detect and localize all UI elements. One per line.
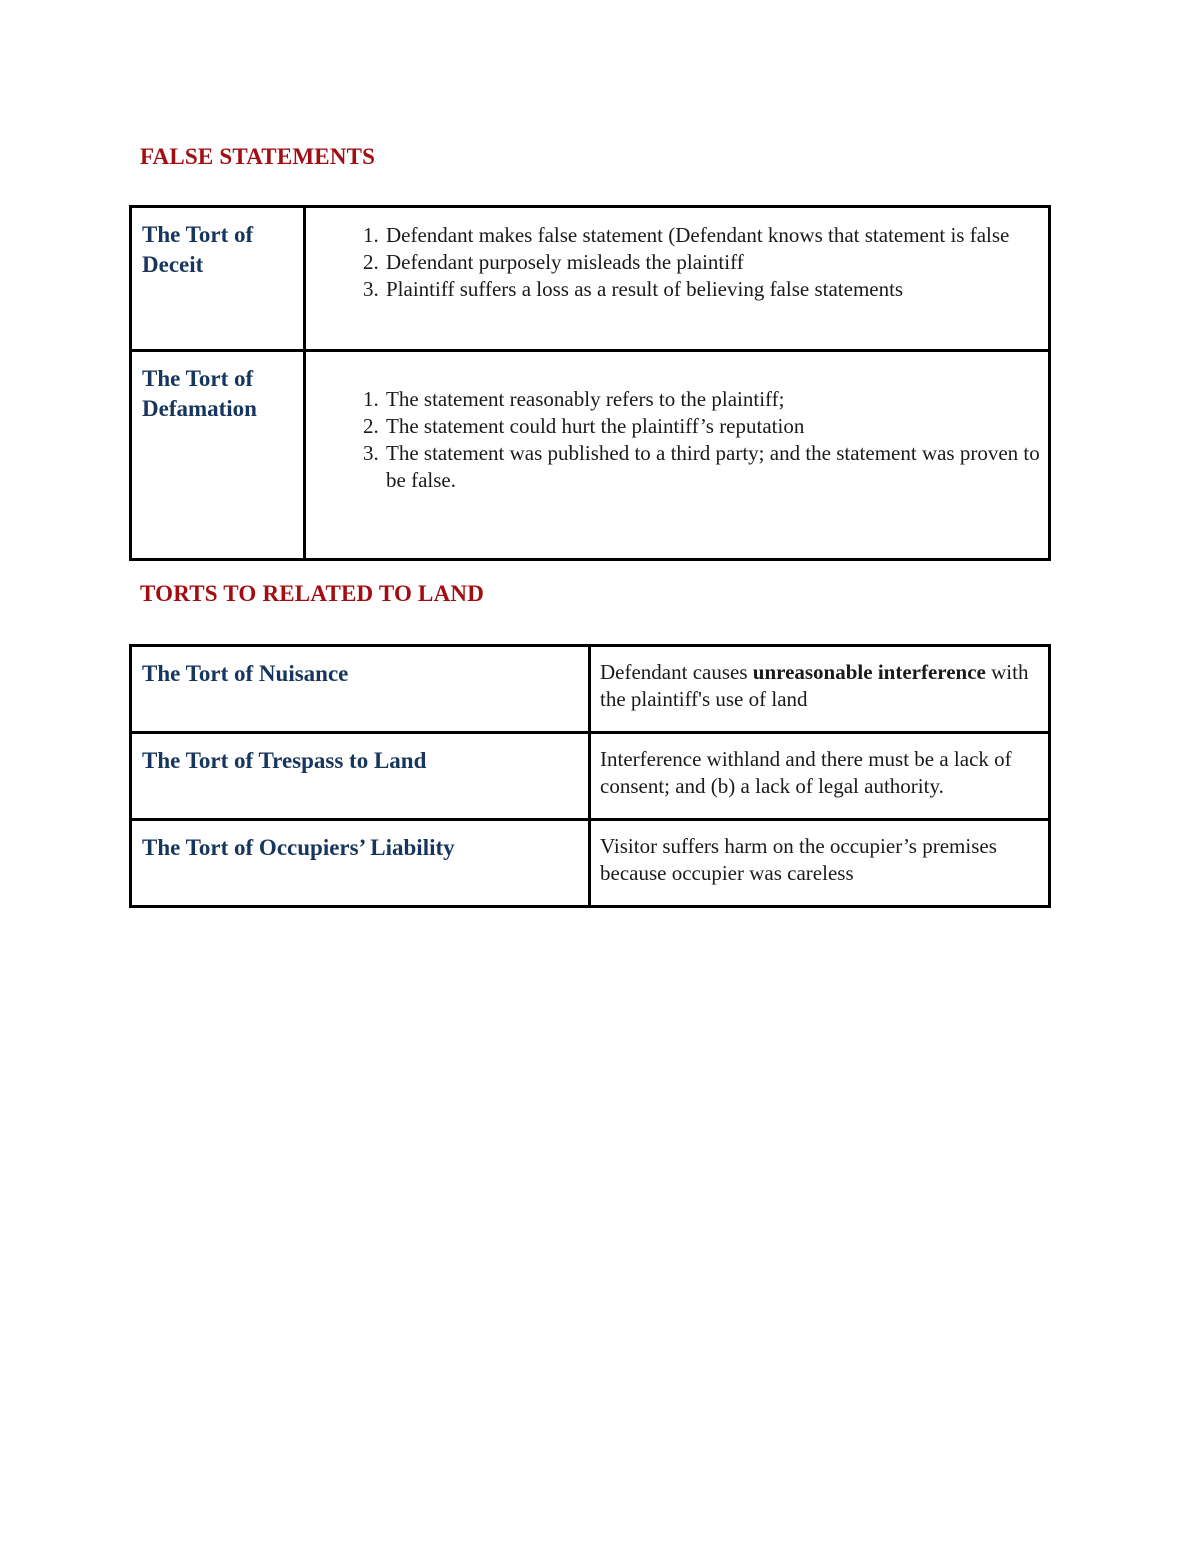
list-item: 2. The statement could hurt the plaintiff’s reputation bbox=[384, 413, 1048, 440]
tort-elements-cell bbox=[305, 351, 1050, 560]
tort-description-occupiers: Visitor suffers harm on the occupier’s premises because occupier was careless bbox=[590, 820, 1050, 907]
tort-description-nuisance bbox=[590, 646, 1050, 733]
list-item: 2. Defendant purposely misleads the plaintiff bbox=[384, 249, 1048, 276]
land-torts-heading: TORTS TO RELATED TO LAND bbox=[140, 581, 485, 606]
list-item: 3. The statement was published to a third party; and the statement was proven to be false. bbox=[384, 440, 1048, 494]
tort-name-cell bbox=[131, 351, 305, 560]
tort-name-occupiers: The Tort of Occupiers’ Liability bbox=[142, 835, 455, 860]
false-statements-heading: FALSE STATEMENTS bbox=[140, 144, 376, 169]
tort-name-trespass: The Tort of Trespass to Land bbox=[142, 748, 427, 773]
description-text: with the plaintiff's use of land bbox=[600, 660, 1029, 711]
table-row-occupiers bbox=[131, 820, 1050, 907]
table-row-defamation bbox=[131, 351, 1050, 560]
false-statements-table bbox=[129, 205, 1051, 561]
list-item: 1. Defendant makes false statement (Defendant knows that statement is false bbox=[384, 222, 1048, 249]
tort-name-cell bbox=[131, 207, 305, 351]
description-bold-term: unreasonable interference bbox=[752, 660, 986, 684]
land-torts-table bbox=[129, 644, 1051, 908]
table-row-trespass bbox=[131, 733, 1050, 820]
elements-list-deceit bbox=[306, 222, 1048, 303]
list-item: 3. Plaintiff suffers a loss as a result of believing false statements bbox=[384, 276, 1048, 303]
description-text: Defendant causes bbox=[600, 660, 753, 684]
tort-name-defamation: The Tort of Defamation bbox=[142, 366, 257, 421]
tort-name-nuisance: The Tort of Nuisance bbox=[142, 661, 349, 686]
table-row-deceit bbox=[131, 207, 1050, 351]
list-item: 1. The statement reasonably refers to the plaintiff; bbox=[384, 386, 1048, 413]
table-row-nuisance bbox=[131, 646, 1050, 733]
tort-elements-cell bbox=[305, 207, 1050, 351]
tort-name-deceit: The Tort of Deceit bbox=[142, 222, 254, 277]
tort-name-cell bbox=[131, 820, 590, 907]
tort-name-cell bbox=[131, 733, 590, 820]
elements-list-defamation bbox=[306, 386, 1048, 494]
tort-description-trespass: Interference withland and there must be a lack of consent; and (b) a lack of legal authority. bbox=[590, 733, 1050, 820]
tort-name-cell bbox=[131, 646, 590, 733]
